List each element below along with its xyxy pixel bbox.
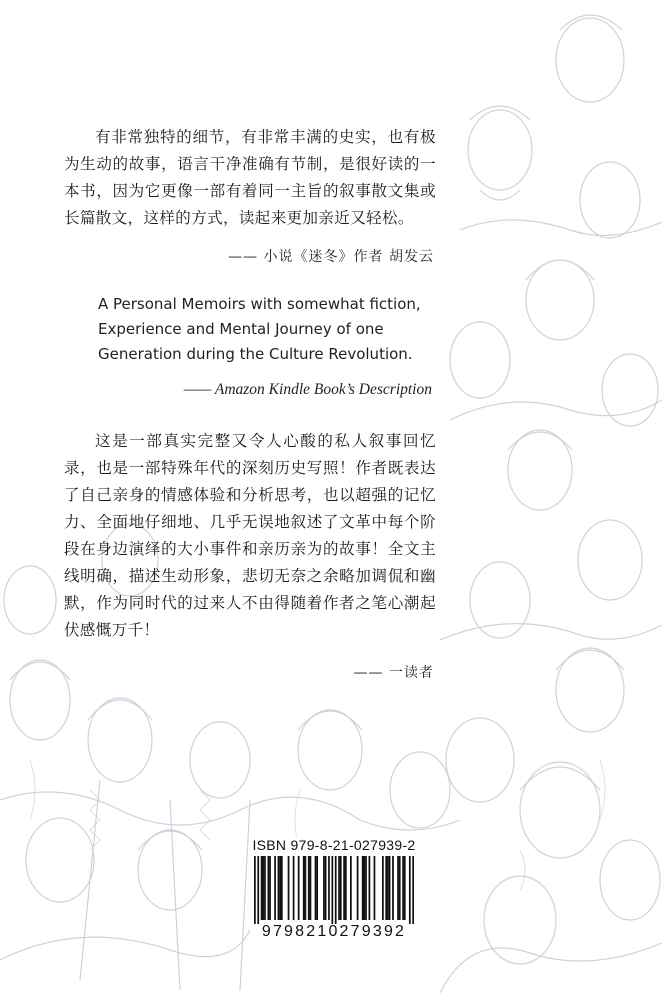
barcode-bar <box>267 856 269 920</box>
barcode-bar <box>293 856 295 920</box>
barcode-bar <box>298 856 300 920</box>
isbn-barcode-block <box>252 837 416 941</box>
barcode-bar <box>305 856 307 920</box>
isbn-label: ISBN 979-8-21-027939-2 <box>252 837 416 853</box>
barcode-bar <box>389 856 391 920</box>
barcode-bar <box>399 856 401 920</box>
barcode-bar <box>257 856 259 924</box>
barcode-bar <box>412 856 414 924</box>
barcode-bar <box>362 856 364 920</box>
barcode-bar <box>387 856 389 920</box>
barcode-bar <box>323 856 325 920</box>
barcode-bar <box>325 856 327 920</box>
barcode-bar <box>328 856 330 920</box>
barcode-bar <box>303 856 305 920</box>
barcode-bar <box>397 856 399 920</box>
barcode-bar <box>308 856 310 920</box>
barcode-bar <box>374 856 376 920</box>
barcode-bar <box>409 856 411 924</box>
barcode-bar <box>262 856 264 920</box>
barcode-bar <box>343 856 345 920</box>
barcode-bar <box>269 856 271 920</box>
barcode-bar <box>261 856 263 920</box>
quote-1-attribution: —— 小说《迷冬》作者 胡发云 <box>228 249 434 265</box>
barcode <box>254 856 414 924</box>
barcode-bar <box>402 856 404 920</box>
barcode-bar <box>340 856 342 920</box>
barcode-bar <box>369 856 371 920</box>
barcode-bar <box>365 856 367 920</box>
barcode-bar <box>350 856 352 920</box>
quote-1-text: 有非常独特的细节，有非常丰满的史实，也有极为生动的故事，语言干净准确有节制，是很好读的一本书，因为它更像一部有着同一主旨的叙事散文集或长篇散文，这样的方式，读起来更加亲近又轻松。 <box>64 128 436 227</box>
barcode-bar <box>385 856 387 920</box>
barcode-bar <box>254 856 256 924</box>
barcode-bar <box>404 856 406 920</box>
barcode-bar <box>288 856 290 920</box>
barcode-bar <box>392 856 394 920</box>
barcode-bar <box>382 856 384 920</box>
barcode-bar <box>310 856 312 920</box>
barcode-bar <box>338 856 340 920</box>
barcode-bar <box>331 856 333 924</box>
barcode-bar <box>264 856 266 920</box>
barcode-bar <box>316 856 318 920</box>
quote-3-attribution: —— 一读者 <box>353 665 434 681</box>
barcode-bar <box>357 856 359 920</box>
barcode-bar <box>279 856 281 920</box>
quote-2-text: A Personal Memoirs with somewhat fiction, Experience and Mental Journey of one Generation during the Culture Revolution. <box>98 295 421 363</box>
barcode-bar <box>278 856 280 920</box>
barcode-bar <box>335 856 337 924</box>
quote-2-attribution: —— Amazon Kindle Book’s Description <box>183 381 432 398</box>
barcode-bar <box>363 856 365 920</box>
barcode-bar <box>345 856 347 920</box>
barcode-bar <box>315 856 317 920</box>
quote-3-text: 这是一部真实完整又令人心酸的私人叙事回忆录，也是一部特殊年代的深刻历史写照！作者既表达了自己亲身的情感体验和分析思考，也以超强的记忆力、全面地仔细地、几乎无误地叙述了文革中每个阶段在身边演绎的大小事件和亲历亲为的故事！全文主线明确，描述生动形象，悲切无奈之余略加调侃和幽默，作为同时代的过来人不由得随着作者之笔心潮起伏感慨万千！ <box>64 432 436 639</box>
barcode-bar <box>274 856 276 920</box>
barcode-bar <box>281 856 283 920</box>
barcode-digits: 9798210279392 <box>261 923 407 940</box>
